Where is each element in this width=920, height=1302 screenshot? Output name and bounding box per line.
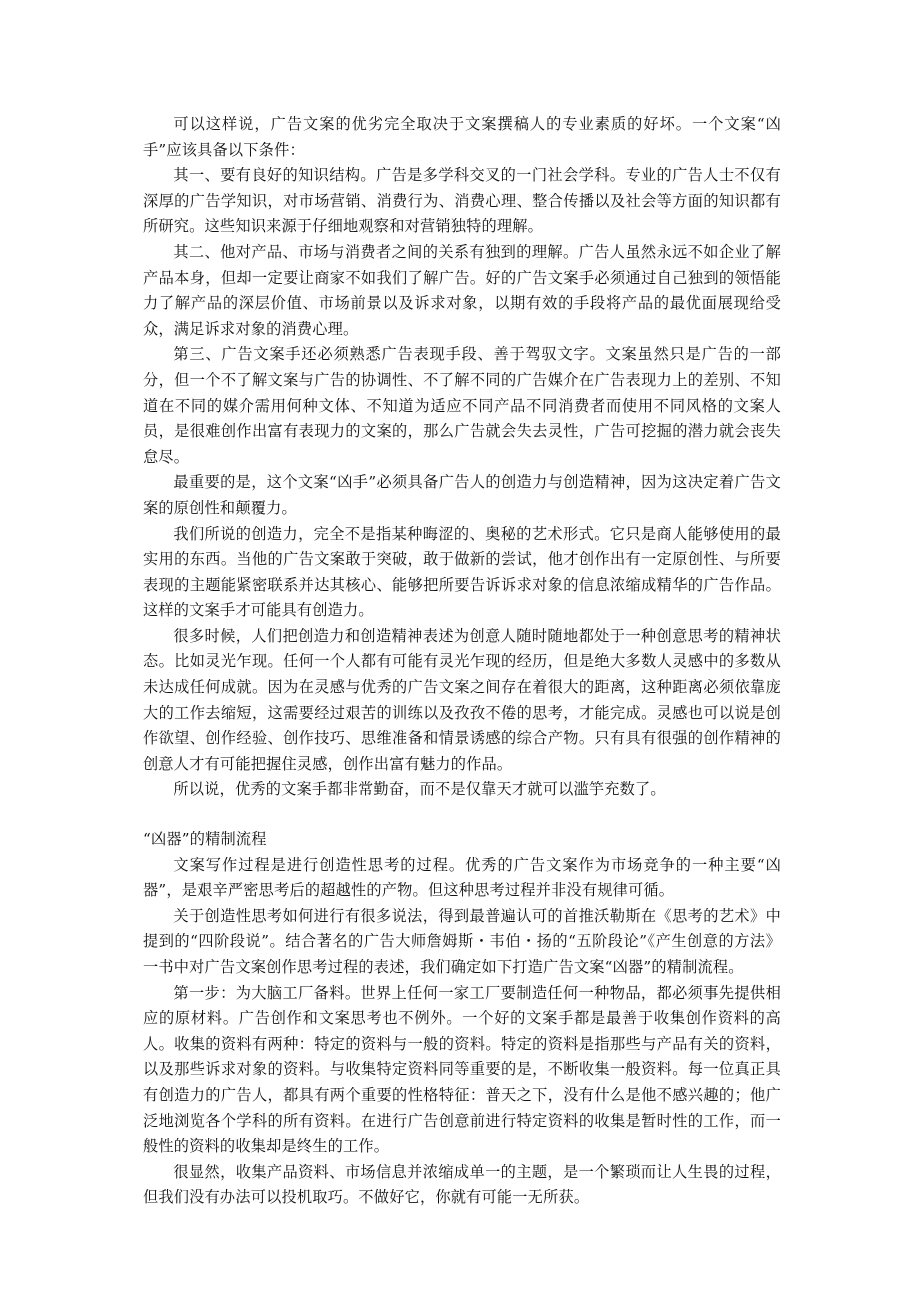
paragraph: 我们所说的创造力，完全不是指某种晦涩的、奥秘的艺术形式。它只是商人能够使用的最实用的东西。当他的广告文案敢于突破，敢于做新的尝试，他才创作出有一定原创性、与所要表现的主题能紧密联系并达其核心、能够把所要告诉诉求对象的信息浓缩成精华的广告作品。这样的文案手才可能具有创造力。 [143, 524, 781, 620]
paragraph: 所以说，优秀的文案手都非常勤奋，而不是仅靠天才就可以滥竽充数了。 [173, 780, 666, 799]
paragraph: 关于创造性思考如何进行有很多说法，得到最普遍认可的首推沃勒斯在《思考的艺术》中提到的“四阶段说”。结合著名的广告大师詹姆斯・韦伯・扬的“五阶段论”《产生创意的方法》一书中对广告文案创作思考过程的表述，我们确定如下打造广告文案“凶器”的精制流程。 [143, 906, 781, 976]
paragraph: 其一、要有良好的知识结构。广告是多学科交叉的一门社会学科。专业的广告人士不仅有深厚的广告学知识，对市场营销、消费行为、消费心理、整合传播以及社会等方面的知识都有所研究。这些知识来源于仔细地观察和对营销独特的理解。 [143, 166, 781, 236]
paragraph: 可以这样说，广告文案的优劣完全取决于文案撰稿人的专业素质的好坏。一个文案“凶手”应该具备以下条件： [143, 115, 781, 159]
document-page [143, 112, 781, 1211]
paragraph: 很多时候，人们把创造力和创造精神表述为创意人随时随地都处于一种创意思考的精神状态。比如灵光乍现。任何一个人都有可能有灵光乍现的经历，但是绝大多数人灵感中的多数从未达成任何成就。因为在灵感与优秀的广告文案之间存在着很大的距离，这种距离必须依靠庞大的工作去缩短，这需要经过艰苦的训练以及孜孜不倦的思考，才能完成。灵感也可以说是创作欲望、创作经验、创作技巧、思维准备和情景诱感的综合产物。只有具有很强的创作精神的创意人才有可能把握住灵感，创作出富有魅力的作品。 [143, 626, 781, 773]
paragraph: 第一步：为大脑工厂备料。世界上任何一家工厂要制造任何一种物品，都必须事先提供相应的原材料。广告创作和文案思考也不例外。一个好的文案手都是最善于收集创作资料的高人。收集的资料有两种：特定的资料与一般的资料。特定的资料是指那些与产品有关的资料，以及那些诉求对象的资料。与收集特定资料同等重要的是，不断收集一般资料。每一位真正具有创造力的广告人，都具有两个重要的性格特征：普天之下，没有什么是他不感兴趣的；他广泛地浏览各个学科的所有资料。在进行广告创意前进行特定资料的收集是暂时性的工作，而一般性的资料的收集却是终生的工作。 [143, 983, 781, 1156]
paragraph: 其二、他对产品、市场与消费者之间的关系有独到的理解。广告人虽然永远不如企业了解产品本身，但却一定要让商家不如我们了解广告。好的广告文案手必须通过自己独到的领悟能力了解产品的深层价值、市场前景以及诉求对象，以期有效的手段将产品的最优面展现给受众，满足诉求对象的消费心理。 [143, 242, 781, 338]
paragraph: 文案写作过程是进行创造性思考的过程。优秀的广告文案作为市场竞争的一种主要“凶器”，是艰辛严密思考后的超越性的产物。但这种思考过程并非没有规律可循。 [143, 855, 781, 900]
paragraph: 最重要的是，这个文案“凶手”必须具备广告人的创造力与创造精神，因为这决定着广告文案的原创性和颠覆力。 [143, 473, 781, 517]
paragraph: 第三、广告文案手还必须熟悉广告表现手段、善于驾驭文字。文案虽然只是广告的一部分，但一个不了解文案与广告的协调性、不了解不同的广告媒介在广告表现力上的差别、不知道在不同的媒介需用何种文体、不知道为适应不同产品不同消费者而使用不同风格的文案人员，是很难创作出富有表现力的文案的，那么广告就会失去灵性，广告可挖掘的潜力就会丧失怠尽。 [143, 345, 781, 466]
paragraph: 很显然，收集产品资料、市场信息并浓缩成单一的主题，是一个繁琐而让人生畏的过程，但我们没有办法可以投机取巧。不做好它，你就有可能一无所获。 [143, 1162, 781, 1207]
section-heading: “凶器”的精制流程 [143, 830, 267, 849]
